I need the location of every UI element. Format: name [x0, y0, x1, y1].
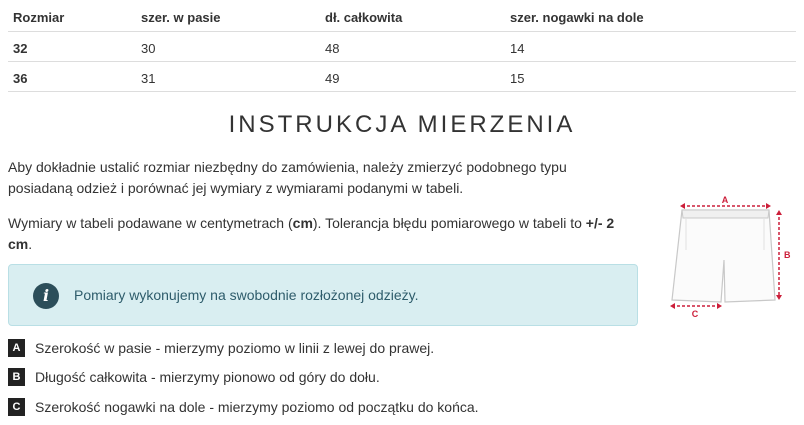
table-header-row [8, 0, 796, 32]
header-cell: dł. całkowita [325, 10, 403, 25]
letter-badge-a: A [8, 339, 25, 357]
legend-text-a: Szerokość w pasie - mierzymy poziomo w linii z lewej do prawej. [35, 340, 435, 356]
info-alert [8, 264, 638, 326]
waistband [682, 210, 769, 218]
period: . [28, 236, 33, 252]
table-cell: 32 [13, 41, 28, 56]
shorts-measurement-diagram [650, 190, 800, 325]
table-row [8, 32, 796, 62]
table-cell: 14 [510, 41, 525, 56]
intro-paragraph: Aby dokładnie ustalić rozmiar niezbędny do zamówienia, należy zmierzyć podobnego typu posiadaną odzież i porównać jej wymiary z wymiarami podanymi w tabeli. [8, 159, 567, 196]
section-heading: INSTRUKCJA MIERZENIA [228, 111, 576, 138]
label-a: A [721, 195, 729, 205]
table-cell: 49 [325, 71, 340, 86]
label-c: C [691, 309, 699, 319]
table-cell: 31 [141, 71, 156, 86]
info-icon: i [33, 283, 59, 309]
table-cell: 36 [13, 71, 28, 86]
shorts-illustration [650, 190, 800, 325]
header-cell: szer. w pasie [141, 10, 221, 25]
table-cell: 30 [141, 41, 156, 56]
tolerance-text: ). Tolerancja błędu pomiarowego w tabeli to [312, 215, 586, 231]
label-b: B [784, 250, 791, 260]
tolerance-value: +/- 2 cm [8, 215, 615, 252]
header-cell: Rozmiar [13, 10, 65, 25]
table-cell: 48 [325, 41, 340, 56]
units-paragraph [8, 213, 628, 255]
legend-text-c: Szerokość nogawki na dole - mierzymy poziomo od początku do końca. [35, 399, 479, 415]
units-text: Wymiary w tabeli podawane w centymetrach ( [8, 215, 293, 231]
table-row [8, 62, 796, 92]
size-table [8, 0, 796, 92]
header-cell: szer. nogawki na dole [510, 10, 644, 25]
letter-badge-b: B [8, 368, 25, 386]
legend-text-b: Długość całkowita - mierzymy pionowo od góry do dołu. [35, 369, 380, 385]
info-text: Pomiary wykonujemy na swobodnie rozłożonej odzieży. [74, 287, 419, 303]
letter-badge-c: C [8, 398, 25, 416]
table-cell: 15 [510, 71, 525, 86]
shorts-shape [672, 210, 775, 302]
units-value: cm [292, 215, 313, 231]
